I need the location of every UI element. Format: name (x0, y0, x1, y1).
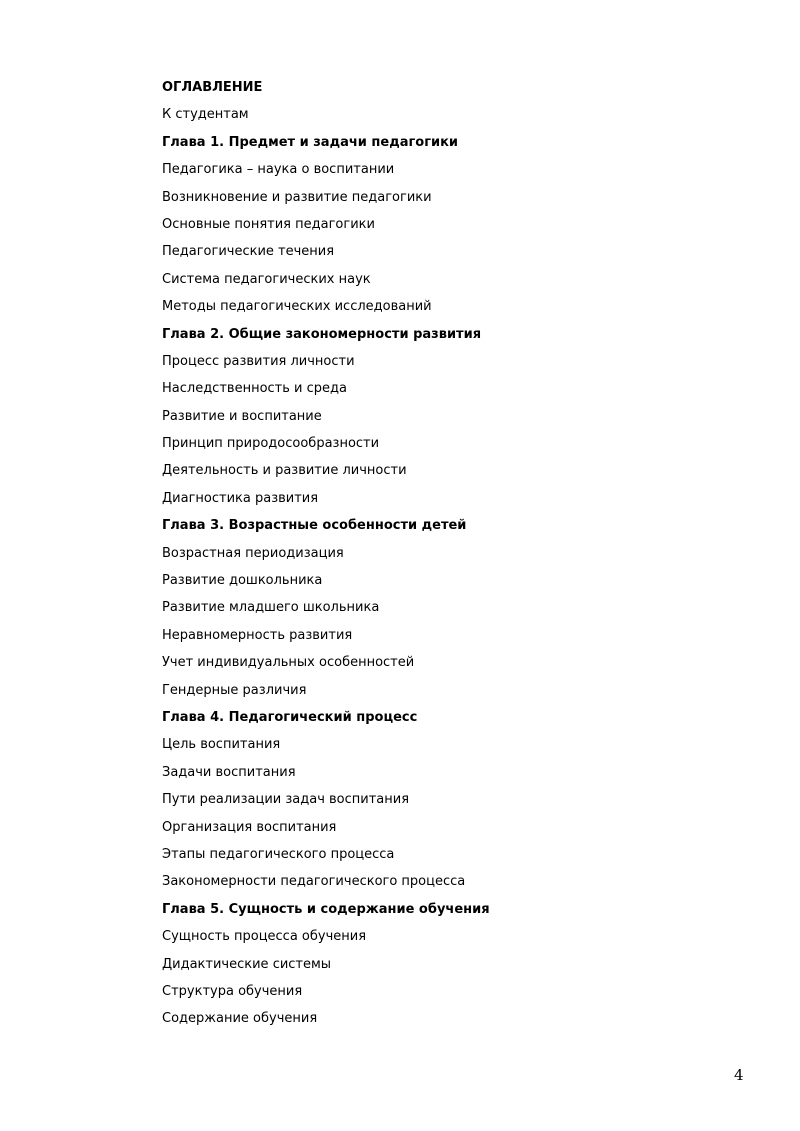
toc-entry: Возрастная периодизация (162, 545, 344, 561)
toc-entry: Развитие младшего школьника (162, 600, 380, 616)
toc-entry: Наследственность и среда (162, 381, 347, 397)
toc-entry: Педагогика – наука о воспитании (162, 162, 395, 178)
toc-entry: Гендерные различия (162, 682, 307, 698)
toc-entry: Процесс развития личности (162, 353, 355, 369)
table-of-contents (162, 74, 742, 1033)
toc-entry: Развитие дошкольника (162, 573, 323, 589)
toc-entry: Система педагогических наук (162, 271, 371, 287)
toc-entry: Организация воспитания (162, 819, 337, 835)
toc-entry: Цель воспитания (162, 737, 281, 753)
toc-chapter-heading: Глава 1. Предмет и задачи педагогики (162, 134, 459, 150)
toc-entry: Принцип природосообразности (162, 436, 380, 452)
toc-chapter-heading: Глава 4. Педагогический процесс (162, 709, 418, 725)
toc-entry: Методы педагогических исследований (162, 299, 432, 315)
toc-list (162, 101, 742, 1032)
toc-chapter-heading: Глава 2. Общие закономерности развития (162, 326, 482, 342)
toc-entry: Педагогические течения (162, 244, 335, 260)
toc-entry: Этапы педагогического процесса (162, 846, 395, 862)
toc-entry: Развитие и воспитание (162, 408, 322, 424)
toc-chapter-heading: Глава 3. Возрастные особенности детей (162, 518, 467, 534)
toc-heading: ОГЛАВЛЕНИЕ (162, 80, 263, 95)
toc-entry: Деятельность и развитие личности (162, 463, 407, 479)
toc-entry: Дидактические системы (162, 956, 332, 972)
toc-entry: Содержание обучения (162, 1011, 318, 1027)
toc-entry: Сущность процесса обучения (162, 929, 367, 945)
toc-entry: Пути реализации задач воспитания (162, 792, 410, 808)
toc-entry: Возникновение и развитие педагогики (162, 189, 432, 205)
toc-chapter-heading: Глава 5. Сущность и содержание обучения (162, 901, 490, 917)
toc-entry: Учет индивидуальных особенностей (162, 655, 415, 671)
toc-entry: Структура обучения (162, 983, 303, 999)
toc-entry: Неравномерность развития (162, 627, 353, 643)
toc-entry: К студентам (162, 107, 249, 123)
toc-entry: Диагностика развития (162, 490, 319, 506)
page-number: 4 (734, 1066, 744, 1084)
toc-entry: Закономерности педагогического процесса (162, 874, 466, 890)
toc-entry: Основные понятия педагогики (162, 216, 375, 232)
toc-entry: Задачи воспитания (162, 764, 296, 780)
